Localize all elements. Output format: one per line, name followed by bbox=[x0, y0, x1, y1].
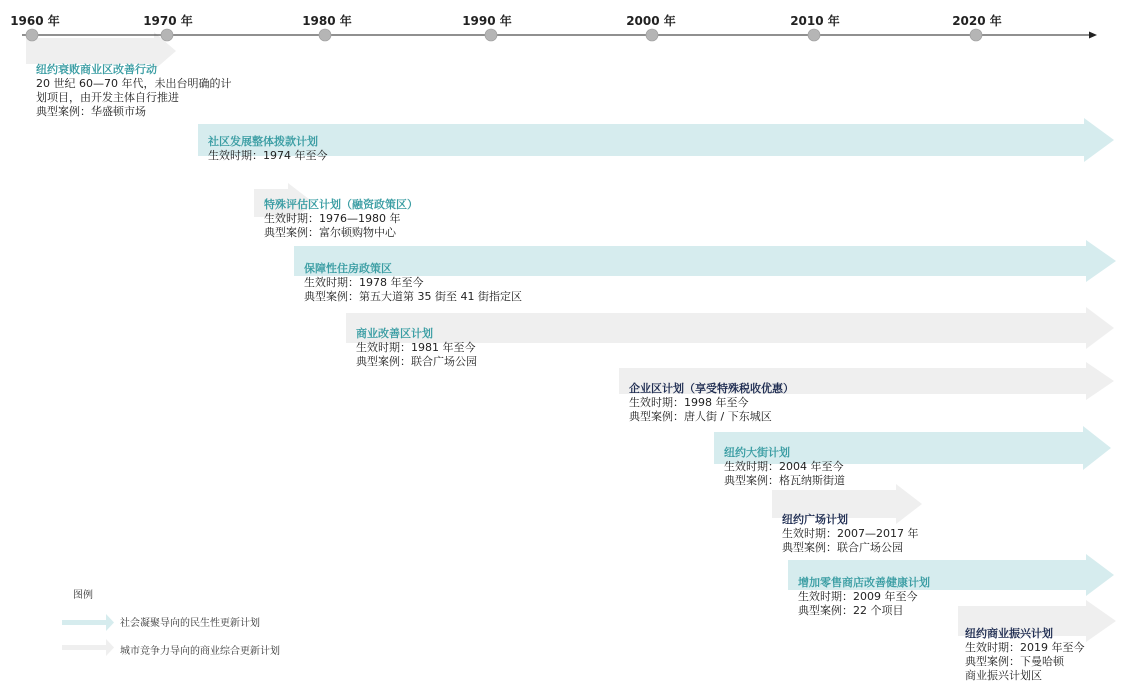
axis-label-1980: 1980 年 bbox=[302, 14, 352, 28]
program-title: 纽约广场计划 bbox=[782, 513, 848, 526]
program-title: 商业改善区计划 bbox=[356, 327, 433, 340]
program-line: 生效时期：2004 年至今 bbox=[724, 460, 844, 473]
program-line: 典型案例：22 个项目 bbox=[798, 604, 904, 617]
legend-title: 图例 bbox=[73, 590, 93, 601]
program-title: 保障性住房政策区 bbox=[304, 262, 392, 275]
program-block-bid bbox=[356, 326, 477, 369]
axis-label-2010: 2010 年 bbox=[790, 14, 840, 28]
program-line: 典型案例：格瓦纳斯街道 bbox=[724, 474, 845, 487]
program-block-special-assessment bbox=[264, 197, 418, 240]
program-line: 生效时期：1998 年至今 bbox=[629, 396, 749, 409]
axis-label-1990: 1990 年 bbox=[462, 14, 512, 28]
program-block-affordable-housing bbox=[304, 261, 522, 304]
timeline-tick-dot bbox=[970, 29, 982, 41]
program-block-decline-improvement bbox=[36, 62, 231, 119]
program-block-nyc-plaza bbox=[782, 512, 919, 555]
program-line: 典型案例：华盛顿市场 bbox=[36, 105, 146, 118]
program-line: 生效时期：1976—1980 年 bbox=[264, 212, 401, 225]
program-line: 典型案例：第五大道第 35 街至 41 街指定区 bbox=[304, 290, 522, 303]
program-line: 典型案例：联合广场公园 bbox=[782, 541, 903, 554]
program-title: 纽约大街计划 bbox=[724, 446, 790, 459]
program-block-cdbg bbox=[208, 134, 328, 163]
legend-commercial-label: 城市竞争力导向的商业综合更新计划 bbox=[120, 646, 280, 657]
program-line: 典型案例：富尔顿购物中心 bbox=[264, 226, 396, 239]
program-line: 20 世纪 60—70 年代，未出台明确的计 bbox=[36, 77, 232, 90]
program-block-avenue-nyc bbox=[724, 445, 845, 488]
program-title: 纽约衰败商业区改善行动 bbox=[36, 63, 157, 76]
program-line: 生效时期：1974 年至今 bbox=[208, 149, 328, 162]
program-block-commercial-revitalization bbox=[965, 626, 1085, 683]
program-title: 特殊评估区计划（融资政策区） bbox=[264, 198, 418, 211]
axis-label-1970: 1970 年 bbox=[143, 14, 193, 28]
axis-label-1960: 1960 年 bbox=[10, 14, 60, 28]
program-line: 生效时期：1978 年至今 bbox=[304, 276, 424, 289]
program-line: 典型案例：联合广场公园 bbox=[356, 355, 477, 368]
timeline-tick-dot bbox=[161, 29, 173, 41]
program-line: 生效时期：2009 年至今 bbox=[798, 590, 918, 603]
program-title: 纽约商业振兴计划 bbox=[965, 627, 1053, 640]
program-line: 商业振兴计划区 bbox=[965, 669, 1042, 682]
program-line: 典型案例：唐人街 / 下东城区 bbox=[629, 410, 772, 423]
program-title: 企业区计划（享受特殊税收优惠） bbox=[629, 382, 794, 395]
timeline-tick-dot bbox=[646, 29, 658, 41]
timeline-axis-arrowhead bbox=[1089, 32, 1097, 39]
timeline-tick-dot bbox=[26, 29, 38, 41]
program-line: 生效时期：2019 年至今 bbox=[965, 641, 1085, 654]
legend-social-swatch bbox=[62, 614, 114, 631]
timeline-tick-dot bbox=[485, 29, 497, 41]
program-line: 典型案例：下曼哈顿 bbox=[965, 655, 1064, 668]
legend-commercial-swatch bbox=[62, 639, 114, 656]
legend-social-label: 社会凝聚导向的民生性更新计划 bbox=[120, 618, 260, 629]
axis-label-2020: 2020 年 bbox=[952, 14, 1002, 28]
program-arrow bbox=[198, 118, 1114, 162]
timeline-tick-dot bbox=[319, 29, 331, 41]
program-title: 增加零售商店改善健康计划 bbox=[798, 576, 930, 589]
timeline-tick-dot bbox=[808, 29, 820, 41]
program-line: 划项目，由开发主体自行推进 bbox=[36, 91, 179, 104]
program-title: 社区发展整体拨款计划 bbox=[208, 135, 318, 148]
program-line: 生效时期：1981 年至今 bbox=[356, 341, 476, 354]
axis-label-2000: 2000 年 bbox=[626, 14, 676, 28]
program-line: 生效时期：2007—2017 年 bbox=[782, 527, 919, 540]
program-block-fresh bbox=[798, 575, 930, 618]
program-block-enterprise-zone bbox=[629, 381, 794, 424]
